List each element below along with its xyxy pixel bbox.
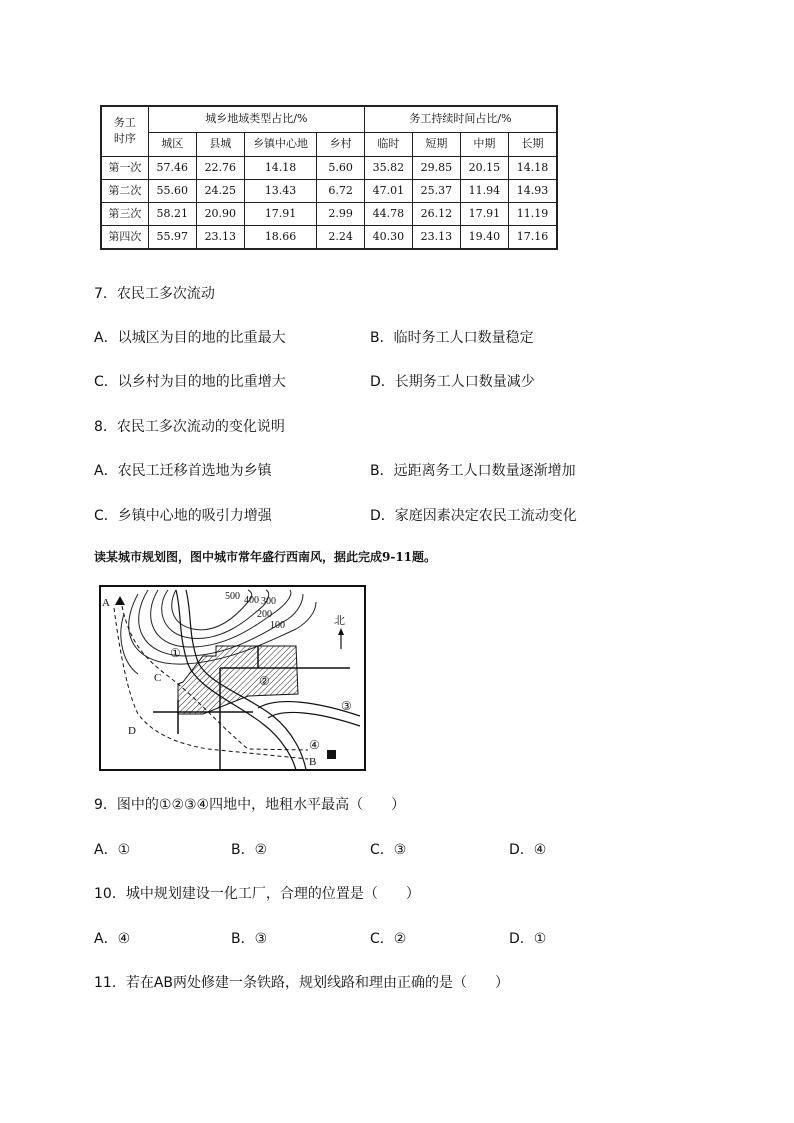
- table-cell: 5.60: [317, 156, 365, 179]
- contour-label-500: 500: [225, 591, 240, 602]
- question-8-option-c[interactable]: C．乡镇中心地的吸引力增强: [94, 508, 272, 524]
- question-10-option-c[interactable]: C．②: [370, 931, 407, 947]
- question-8-option-a[interactable]: A．农民工迁移首选地为乡镇: [94, 463, 272, 479]
- question-11-stem: 11．若在AB两处修建一条铁路，规划线路和理由正确的是（ ）: [94, 975, 509, 991]
- table-cell: 22.76: [196, 156, 244, 179]
- label-a: A: [102, 597, 110, 609]
- table-cell: 11.94: [460, 179, 508, 202]
- label-d: D: [128, 725, 136, 737]
- row-label: 第二次: [101, 179, 148, 202]
- table-cell: 14.93: [508, 179, 557, 202]
- question-9-option-c[interactable]: C．③: [370, 842, 407, 858]
- table-cell: 29.85: [412, 156, 460, 179]
- label-point-4: ④: [309, 738, 320, 752]
- table-cell: 58.21: [148, 202, 196, 225]
- table-cell: 23.13: [196, 225, 244, 249]
- table-column-header: 县城: [196, 132, 244, 156]
- question-8-option-b[interactable]: B．远距离务工人口数量逐渐增加: [370, 463, 576, 479]
- table-cell: 44.78: [364, 202, 412, 225]
- question-10-option-a[interactable]: A．④: [94, 931, 131, 947]
- table-column-header: 乡村: [317, 132, 365, 156]
- question-10-option-d[interactable]: D．①: [509, 931, 547, 947]
- label-point-2: ②: [259, 674, 270, 688]
- contour-label-200: 200: [257, 609, 272, 620]
- label-point-3: ③: [341, 699, 352, 713]
- north-label: 北: [334, 615, 345, 627]
- table-cell: 25.37: [412, 179, 460, 202]
- table-cell: 17.91: [244, 202, 316, 225]
- table-cell: 55.97: [148, 225, 196, 249]
- table-cell: 11.19: [508, 202, 557, 225]
- question-9-option-b[interactable]: B．②: [231, 842, 268, 858]
- table-row: [101, 225, 557, 249]
- migration-table: [100, 105, 558, 250]
- table-cell: 2.24: [317, 225, 365, 249]
- table-cell: 17.16: [508, 225, 557, 249]
- contour-label-400: 400: [244, 595, 259, 606]
- question-7-option-d[interactable]: D．长期务工人口数量减少: [370, 374, 535, 390]
- question-9-stem: 9．图中的①②③④四地中，地租水平最高（ ）: [94, 797, 406, 813]
- table-row: [101, 156, 557, 179]
- city-planning-map: [98, 584, 370, 774]
- table-corner-line2: 时序: [113, 132, 136, 146]
- table-group-header-region: 城乡地域类型占比/%: [148, 106, 364, 132]
- contour-label-300: 300: [261, 596, 276, 607]
- table-corner-line1: 务工: [113, 116, 136, 130]
- table-cell: 2.99: [317, 202, 365, 225]
- table-cell: 40.30: [364, 225, 412, 249]
- question-7-option-c[interactable]: C．以乡村为目的地的比重增大: [94, 374, 286, 390]
- table-cell: 26.12: [412, 202, 460, 225]
- label-b: B: [309, 756, 317, 768]
- table-column-header: 中期: [460, 132, 508, 156]
- table-cell: 23.13: [412, 225, 460, 249]
- table-row: [101, 179, 557, 202]
- label-point-1: ①: [170, 646, 181, 660]
- table-cell: 35.82: [364, 156, 412, 179]
- question-8-stem: 8．农民工多次流动的变化说明: [94, 419, 285, 435]
- table-group-header-duration: 务工持续时间占比/%: [364, 106, 557, 132]
- question-7-option-b[interactable]: B．临时务工人口数量稳定: [370, 330, 534, 346]
- question-7-option-a[interactable]: A．以城区为目的地的比重最大: [94, 330, 286, 346]
- table-cell: 6.72: [317, 179, 365, 202]
- label-c: C: [154, 672, 162, 684]
- question-10-option-b[interactable]: B．③: [231, 931, 268, 947]
- table-column-header: 临时: [364, 132, 412, 156]
- table-column-header: 短期: [412, 132, 460, 156]
- question-7-stem: 7．农民工多次流动: [94, 286, 215, 302]
- contour-label-100: 100: [270, 620, 285, 631]
- map-intro-text: 读某城市规划图，图中城市常年盛行西南风，据此完成9-11题。: [94, 550, 437, 564]
- question-9-option-d[interactable]: D．④: [509, 842, 547, 858]
- table-column-header: 城区: [148, 132, 196, 156]
- table-cell: 47.01: [364, 179, 412, 202]
- table-cell: 17.91: [460, 202, 508, 225]
- question-9-option-a[interactable]: A．①: [94, 842, 131, 858]
- row-label: 第一次: [101, 156, 148, 179]
- table-row: [101, 202, 557, 225]
- table-cell: 19.40: [460, 225, 508, 249]
- table-cell: 55.60: [148, 179, 196, 202]
- factory-square-icon: [327, 750, 336, 759]
- table-column-header: 长期: [508, 132, 557, 156]
- table-cell: 14.18: [508, 156, 557, 179]
- row-label: 第三次: [101, 202, 148, 225]
- table-column-header: 乡镇中心地: [244, 132, 316, 156]
- table-cell: 20.15: [460, 156, 508, 179]
- question-8-option-d[interactable]: D．家庭因素决定农民工流动变化: [370, 508, 577, 524]
- table-cell: 20.90: [196, 202, 244, 225]
- table-cell: 13.43: [244, 179, 316, 202]
- table-cell: 24.25: [196, 179, 244, 202]
- table-cell: 14.18: [244, 156, 316, 179]
- question-10-stem: 10．城中规划建设一化工厂，合理的位置是（ ）: [94, 886, 420, 902]
- row-label: 第四次: [101, 225, 148, 249]
- table-corner-cell: [101, 106, 148, 156]
- table-cell: 18.66: [244, 225, 316, 249]
- table-cell: 57.46: [148, 156, 196, 179]
